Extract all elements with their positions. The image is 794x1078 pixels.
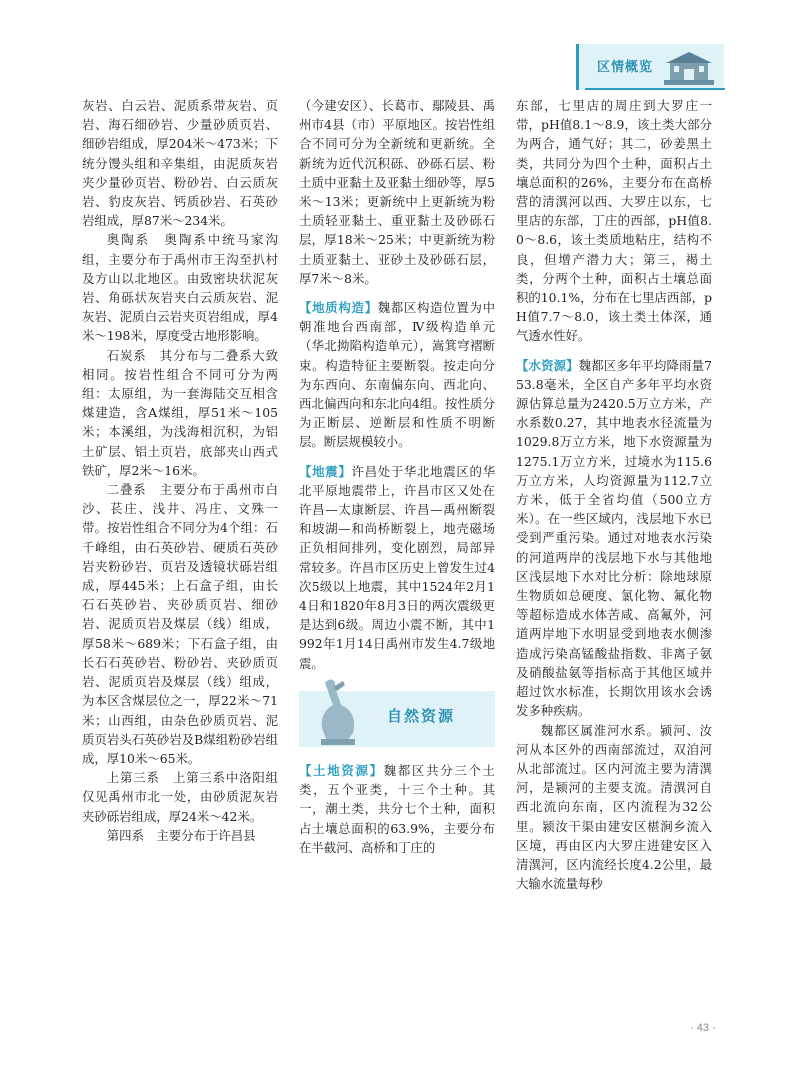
paragraph-neogene: 上第三系 上第三系中洛阳组仅见禹州市北一处，由砂质泥灰岩夹砂砾岩组成，厚24米～42米。 [82, 770, 278, 824]
land-resources-text: 魏都区共分三个土类，五个亚类，十三个土种。其一，潮土类，共分七个土种，面积占土壤总面积的63.9%，主要分布在半截河、高桥和丁庄的 [299, 762, 496, 855]
column-2 [299, 96, 495, 857]
water-resources-heading: 【水资源】 [516, 357, 579, 373]
rivers-paragraph: 魏都区属淮河水系。颍河、汝河从本区外的西南部流过，双洎河从北部流过。区内河流主要为清潩河，是颍河的主要支流。清潩河自西北流向东南，区内流程为32公里。颍汝干渠由建安区椹涧乡流入区境，再由区内大罗庄进建安区入清潩河，区内流经长度4.2公里，最大输水流量每秒 [516, 722, 712, 892]
land-resources-cont: 东部，七里店的周庄到大罗庄一带，pH值8.1～8.9，该土类大部分为两合，通气好；其二，砂姜黑土类，共同分为四个土种，面积占土壤总面积的26%，主要分布在高桥营的清潩河以西、大罗庄以东，七里店的东部，丁庄的西部，pH值8.0～8.6，该土类质地粘庄，结构不良，但增产潜力大；第三，褐土类，分两个土种，面积占土壤总面积的10.1%，分布在七里店西部，pH值7.7～8.0，该土类土体深，通气透水性好。 [516, 98, 712, 344]
crane-statue-icon [307, 675, 367, 747]
paragraph-carboniferous: 石炭系 其分布与二叠系大致相同。按岩性组合不同可分为两组：太原组，为一套海陆交互相含煤建造，含A煤组，厚51米～105米；本溪组，为浅海相沉积，为铝土矿层、铝土页岩，底部夹山西式铁矿，厚2米～16米。 [82, 347, 278, 478]
section-header-badge [576, 44, 724, 90]
natural-resources-banner [299, 691, 495, 747]
paragraph-ordovician: 奥陶系 奥陶系中统马家沟组，主要分布于禹州市王沟至扒村及方山以北地区。由致密块状泥灰岩、角砾状灰岩夹白云质灰岩、泥灰岩、泥质白云岩夹页岩组成，厚4米～198米，厚度受古地形影响。 [82, 232, 278, 344]
geologic-structure-text: 魏都区构造位置为中朝准地台西南部，Ⅳ级构造单元（华北拗陷构造单元），嵩箕穹褶断束。构造特征主要断裂。按走向分为东西向、东南偏东向、西北向、西北偏西向和东北向4组。按性质分为正断层、逆断层和性质不明断层。断层规模较小。 [299, 300, 496, 450]
paragraph: 灰岩、白云岩、泥质系带灰岩、页岩、海石细砂岩、少量砂质页岩、细砂岩组成，厚204米～473米；下统分馒头组和辛集组，由泥质灰岩夹少量砂页岩、粉砂岩、白云质灰岩、豹皮灰岩、钙质砂岩、石英砂岩组成，厚87米～234米。 [82, 98, 278, 229]
gate-tower-icon [662, 50, 716, 86]
geologic-structure-heading: 【地质构造】 [299, 300, 378, 316]
geologic-structure-paragraph [299, 298, 495, 452]
column-3 [516, 96, 712, 893]
water-resources-text: 魏都区多年平均降雨量753.8毫米，全区自产多年平均水资源估算总量为2420.5万立方米，产水系数0.27，其中地表水径流量为1029.8万立方米，地下水资源量为1275.1万立方米，过境水为115.6万立方米，人均资源量为112.7立方米，低于全省均值（500立方米）。在一些区域内，浅层地下水已受到严重污染。通过对地表水污染的河道两岸的浅层地下水与其他地区浅层地下水对比分析：除地球原生物质如总硬度、氯化物、氟化物等超标造成水体苦咸、高氟外，河道两岸地下水明显受到地表水侧渗造成污染高锰酸盐指数、非离子氨及硝酸盐氨等指标高于其他区域并超过饮水标准，长期饮用该水会诱发多种疾病。 [516, 357, 712, 719]
paragraph-quaternary: 第四系 主要分布于许昌县 [106, 827, 256, 843]
page-number: · 43 · [690, 1022, 716, 1034]
water-resources-paragraph [516, 356, 712, 721]
earthquake-paragraph [299, 462, 495, 673]
land-resources-heading: 【土地资源】 [299, 762, 384, 778]
land-resources-paragraph [299, 761, 495, 857]
banner-title: 自然资源 [387, 706, 456, 725]
paragraph-permian: 二叠系 主要分布于禹州市白沙、苌庄、浅井、冯庄、文殊一带。按岩性组合不同分为4个组：石千峰组，由石英砂岩、硬质石英砂岩夹粉砂岩、页岩及透镜状砾岩组成，厚445米；上石盒子组，由长石石英砂岩、夹砂质页岩、细砂岩、泥质页岩及煤层（线）组成，厚58米～689米；下石盒子组，由长石石英砂岩、粉砂岩、夹砂质页岩、泥质页岩及煤层（线）组成，为本区含煤层位之一，厚22米～71米；山西组，由杂色砂质页岩、泥质页岩头石英砂岩及B煤组粉砂岩组成，厚10米～65米。 [82, 482, 278, 766]
earthquake-text: 许昌处于华北地震区的华北平原地震带上，许昌市区又处在许昌—太康断层、许昌—禹州断裂和坡湖—和尚桥断裂上，地壳磁场正负相间排列，变化剧烈，局部异常较多。许昌市区历史上曾发生过4次5级以上地震，其中1524年2月14日和1820年8月3日的两次震级更是达到6级。周边小震不断，其中1992年1月14日禹州市发生4.7级地震。 [299, 463, 496, 671]
column-1 [82, 96, 278, 845]
paragraph-quaternary-cont: （今建安区）、长葛市、鄢陵县、禹州市4县（市）平原地区。按岩性组合不同可分为全新统和更新统。全新统为近代沉积砾、砂砾石层、粉土质中亚黏土及亚黏土细砂等，厚5米～13米；更新统中上更新统为粉土质轻亚黏土、重亚黏土及砂砾石层，厚18米～25米；中更新统为粉土质亚黏土、亚砂土及砂砾石层，厚7米～8米。 [299, 98, 495, 286]
section-header-title: 区情概览 [597, 60, 654, 75]
header-rule [585, 88, 725, 90]
earthquake-heading: 【地震】 [299, 463, 352, 479]
